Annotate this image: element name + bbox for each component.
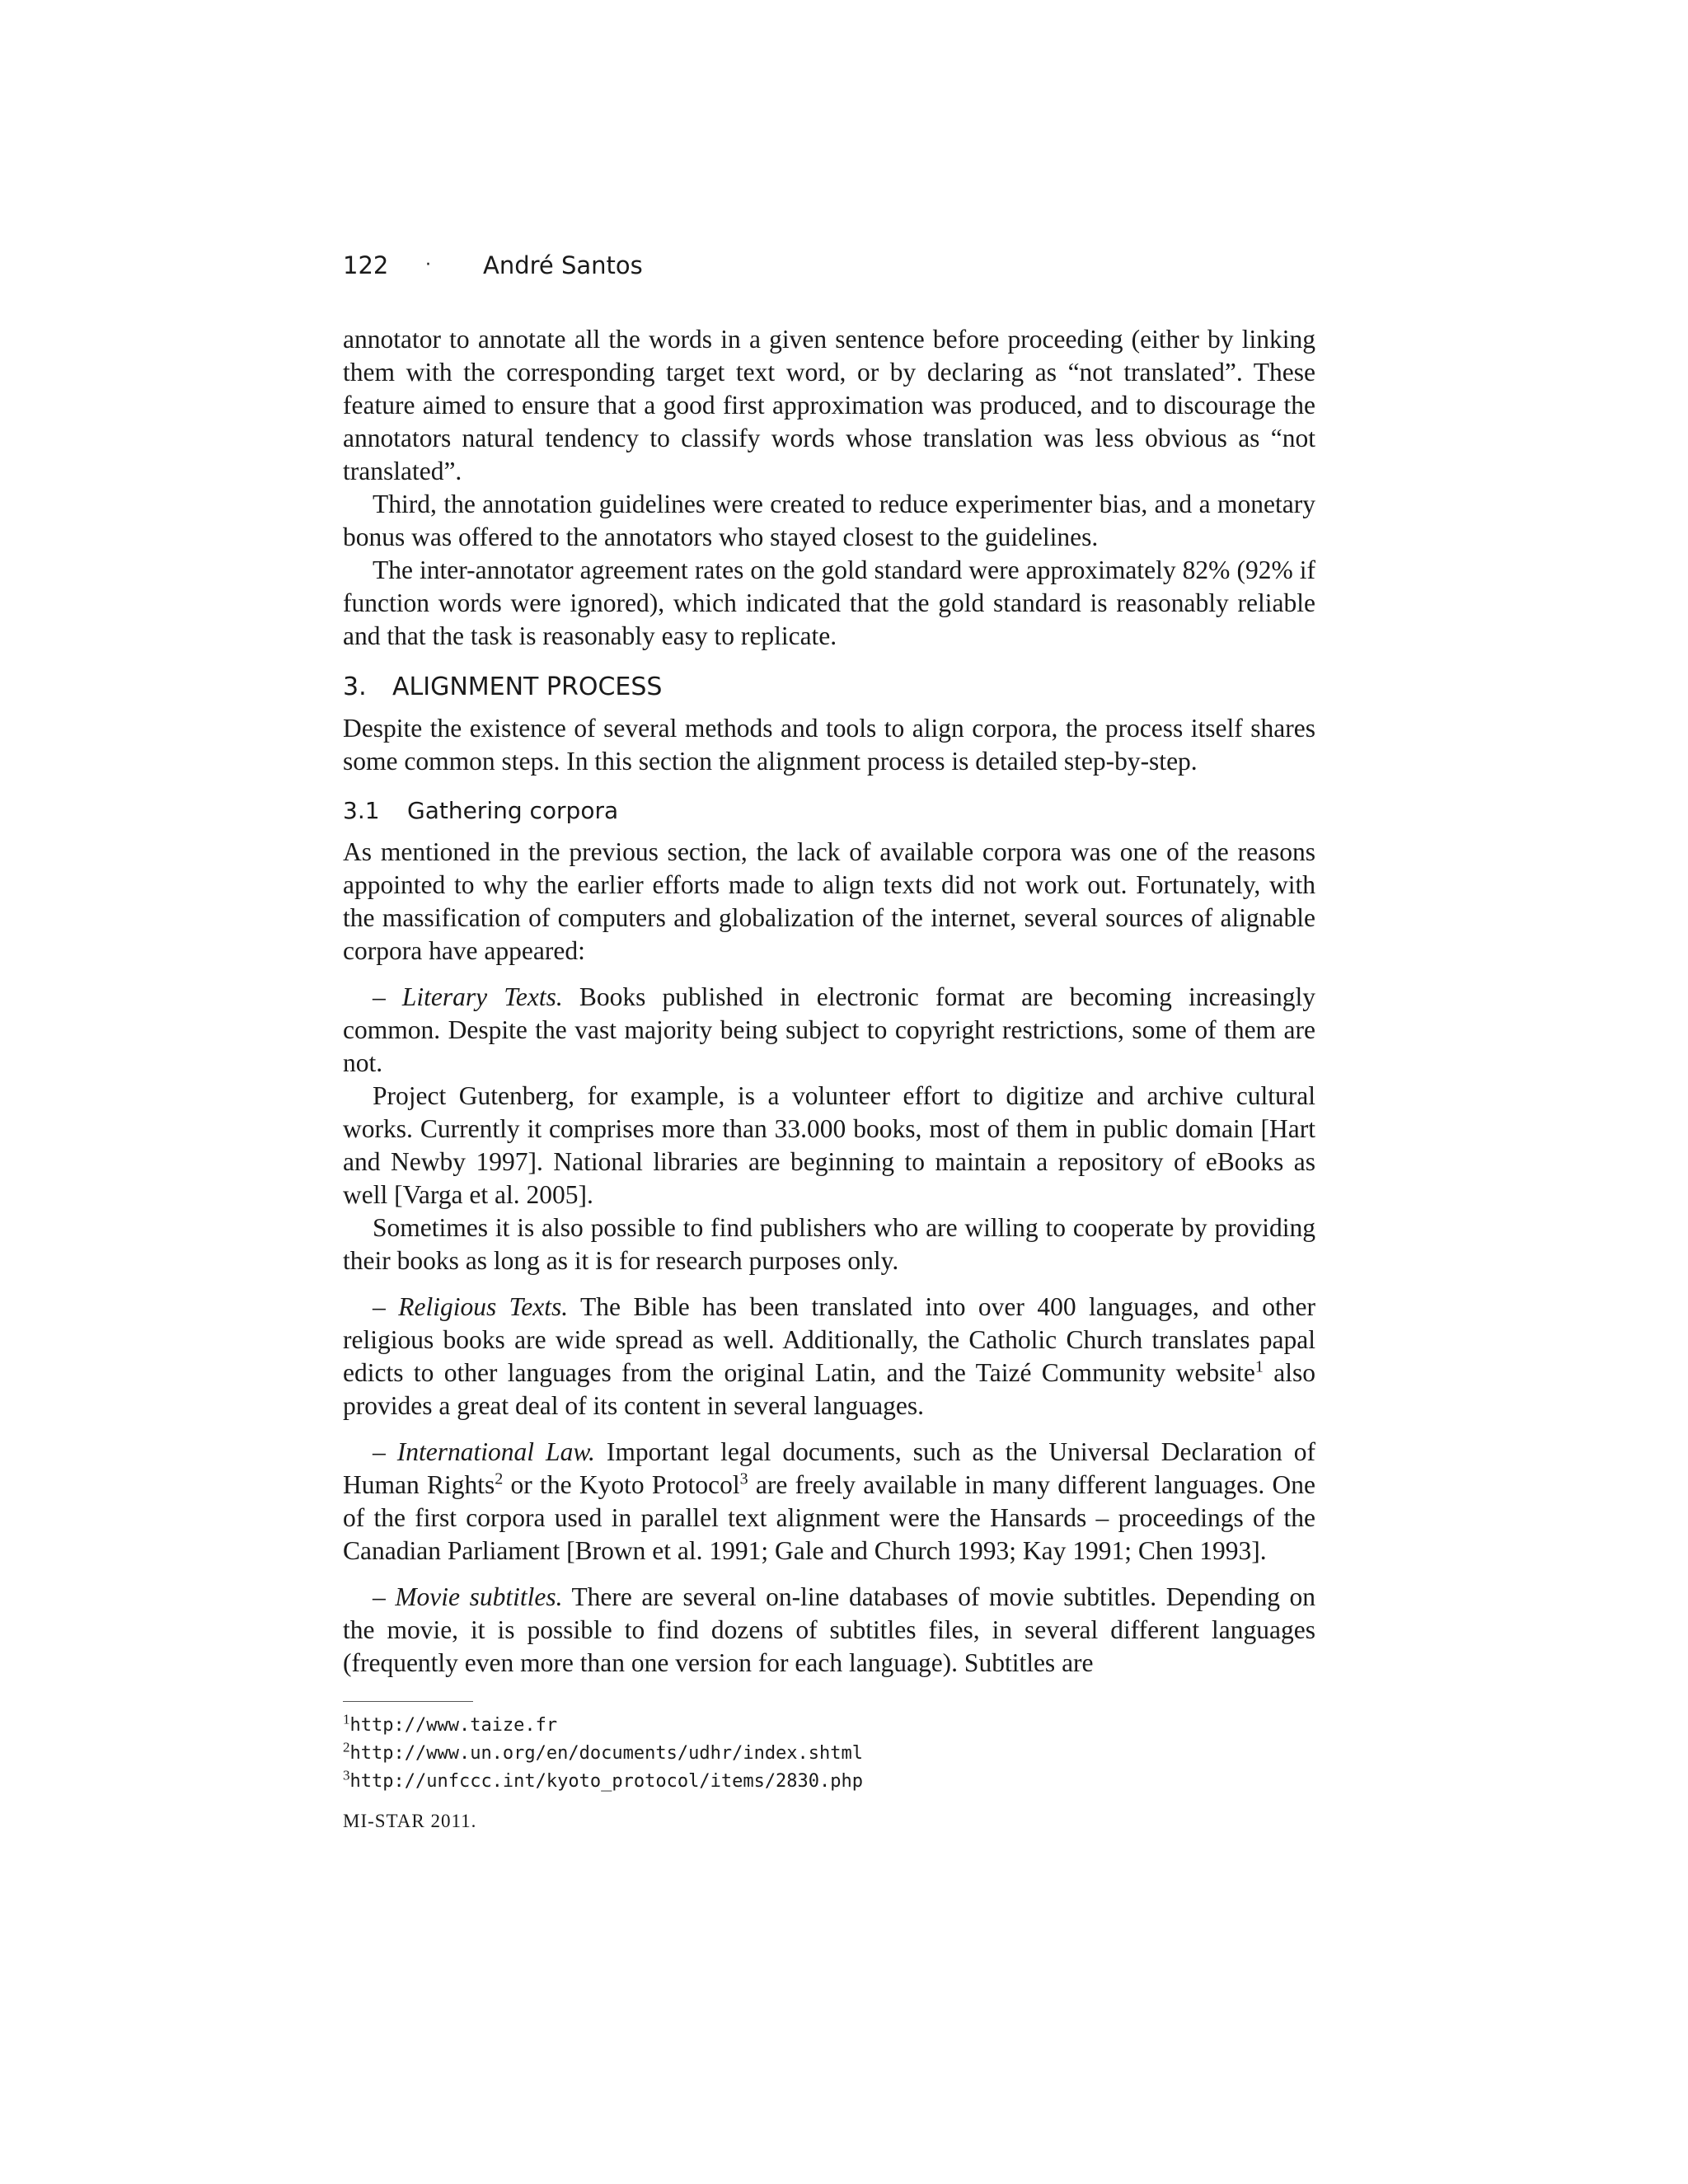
footnote-mark: 2 (343, 1739, 350, 1755)
item-literary (343, 981, 1315, 1080)
item-text: are freely available in many different languages. One of the first corpora used in parallel text alignment were the Hansards – proceedings of the Canadian Parliament [Brown et al. 1991; Gale and Church 1993; Kay 1991; Chen 1993]. (343, 1470, 1315, 1565)
subsection-heading (343, 794, 1315, 827)
paragraph-continuation: annotator to annotate all the words in a given sentence before proceeding (either by linking them with the corresponding target text word, or by declaring as “not translated”. These feature aimed to ensure that a good first approximation was produced, and to discourage the annotators natural tendency to classify words whose translation was less obvious as “not translated”. (343, 325, 1315, 485)
section-intro: Despite the existence of several methods and tools to align corpora, the process itself shares some common steps. In this section the alignment process is detailed step-by-step. (343, 714, 1315, 776)
item-title: Literary Texts. (401, 982, 563, 1011)
author-name: André Santos (483, 251, 643, 279)
bullet-separator: · (425, 255, 431, 275)
footnote-3 (343, 1768, 1315, 1796)
section-title: ALIGNMENT PROCESS (392, 673, 663, 701)
item-text: The Bible has been translated into over 400 languages, and other religious books are wide spread as well. Additionally, the Catholic Church translates papal edicts to other languages from the original Latin, and the Taizé Community website (343, 1292, 1315, 1387)
subsection-number: 3.1 (343, 797, 380, 824)
item-movie-subtitles (343, 1581, 1315, 1680)
subsection-intro: As mentioned in the previous section, the lack of available corpora was one of the reasons appointed to why the earlier efforts made to align texts did not work out. Fortunately, with the massification of computers and globalization of the internet, several sources of alignable corpora have appeared: (343, 837, 1315, 965)
subsection-title: Gathering corpora (407, 797, 619, 824)
item-text: Important legal documents, such as the Universal Declaration of Human Rights (343, 1437, 1315, 1499)
paragraph-agreement: The inter-annotator agreement rates on the gold standard were approximately 82% (92% if function words were ignored), which indicated that the gold standard is reasonably reliable and that the task is reasonably easy to replicate. (343, 555, 1315, 650)
footnote-ref: 2 (495, 1469, 504, 1488)
item-text: Books published in electronic format are becoming increasingly common. Despite the vast majority being subject to copyright restrictions, some of them are not. (343, 982, 1315, 1077)
item-text: There are several on-line databases of movie subtitles. Depending on the movie, it is possible to find dozens of subtitles files, in several different languages (frequently even more than one version for each language). Subtitles are (343, 1582, 1315, 1677)
item-title: International Law. (396, 1437, 595, 1466)
section-heading (343, 671, 1315, 704)
page (343, 247, 1315, 1832)
footnote-mark: 1 (343, 1711, 350, 1727)
footnote-1 (343, 1712, 1315, 1740)
paragraph-publishers: Sometimes it is also possible to find publishers who are willing to cooperate by providing their books as long as it is for research purposes only. (343, 1213, 1315, 1275)
item-dash: – (373, 1292, 386, 1321)
footnote-mark: 3 (343, 1767, 350, 1783)
item-text: or the Kyoto Protocol (503, 1470, 740, 1499)
running-head (343, 247, 1315, 284)
paragraph-third: Third, the annotation guidelines were created to reduce experimenter bias, and a monetary bonus was offered to the annotators who stayed closest to the guidelines. (343, 490, 1315, 551)
paragraph-gutenberg: Project Gutenberg, for example, is a volunteer effort to digitize and archive cultural works. Currently it comprises more than 33.000 books, most of them in public domain [Hart and Newby 1997]. National libraries are beginning to maintain a repository of eBooks as well [Varga et al. 2005]. (343, 1081, 1315, 1209)
item-title: Religious Texts. (398, 1292, 569, 1321)
item-international-law (343, 1436, 1315, 1568)
footnote-link[interactable]: http://www.taize.fr (349, 1715, 558, 1736)
footnote-rule (343, 1701, 473, 1702)
body-text (343, 323, 1315, 1680)
journal-footer: MI-STAR 2011. (343, 1811, 477, 1831)
item-dash: – (373, 982, 386, 1011)
item-dash: – (373, 1582, 386, 1611)
footnote-ref: 3 (739, 1469, 748, 1488)
footnote-link[interactable]: http://unfccc.int/kyoto_protocol/items/2830.php (349, 1771, 864, 1792)
item-title: Movie subtitles. (395, 1582, 563, 1611)
item-religious (343, 1291, 1315, 1422)
footnote-ref: 1 (1254, 1357, 1264, 1376)
section-number: 3. (343, 673, 367, 701)
item-dash: – (373, 1437, 386, 1466)
page-number: 122 (343, 251, 389, 279)
footnote-link[interactable]: http://www.un.org/en/documents/udhr/index.shtml (349, 1743, 864, 1764)
footnote-2 (343, 1740, 1315, 1768)
item-text: also provides a great deal of its content in several languages. (343, 1358, 1315, 1420)
